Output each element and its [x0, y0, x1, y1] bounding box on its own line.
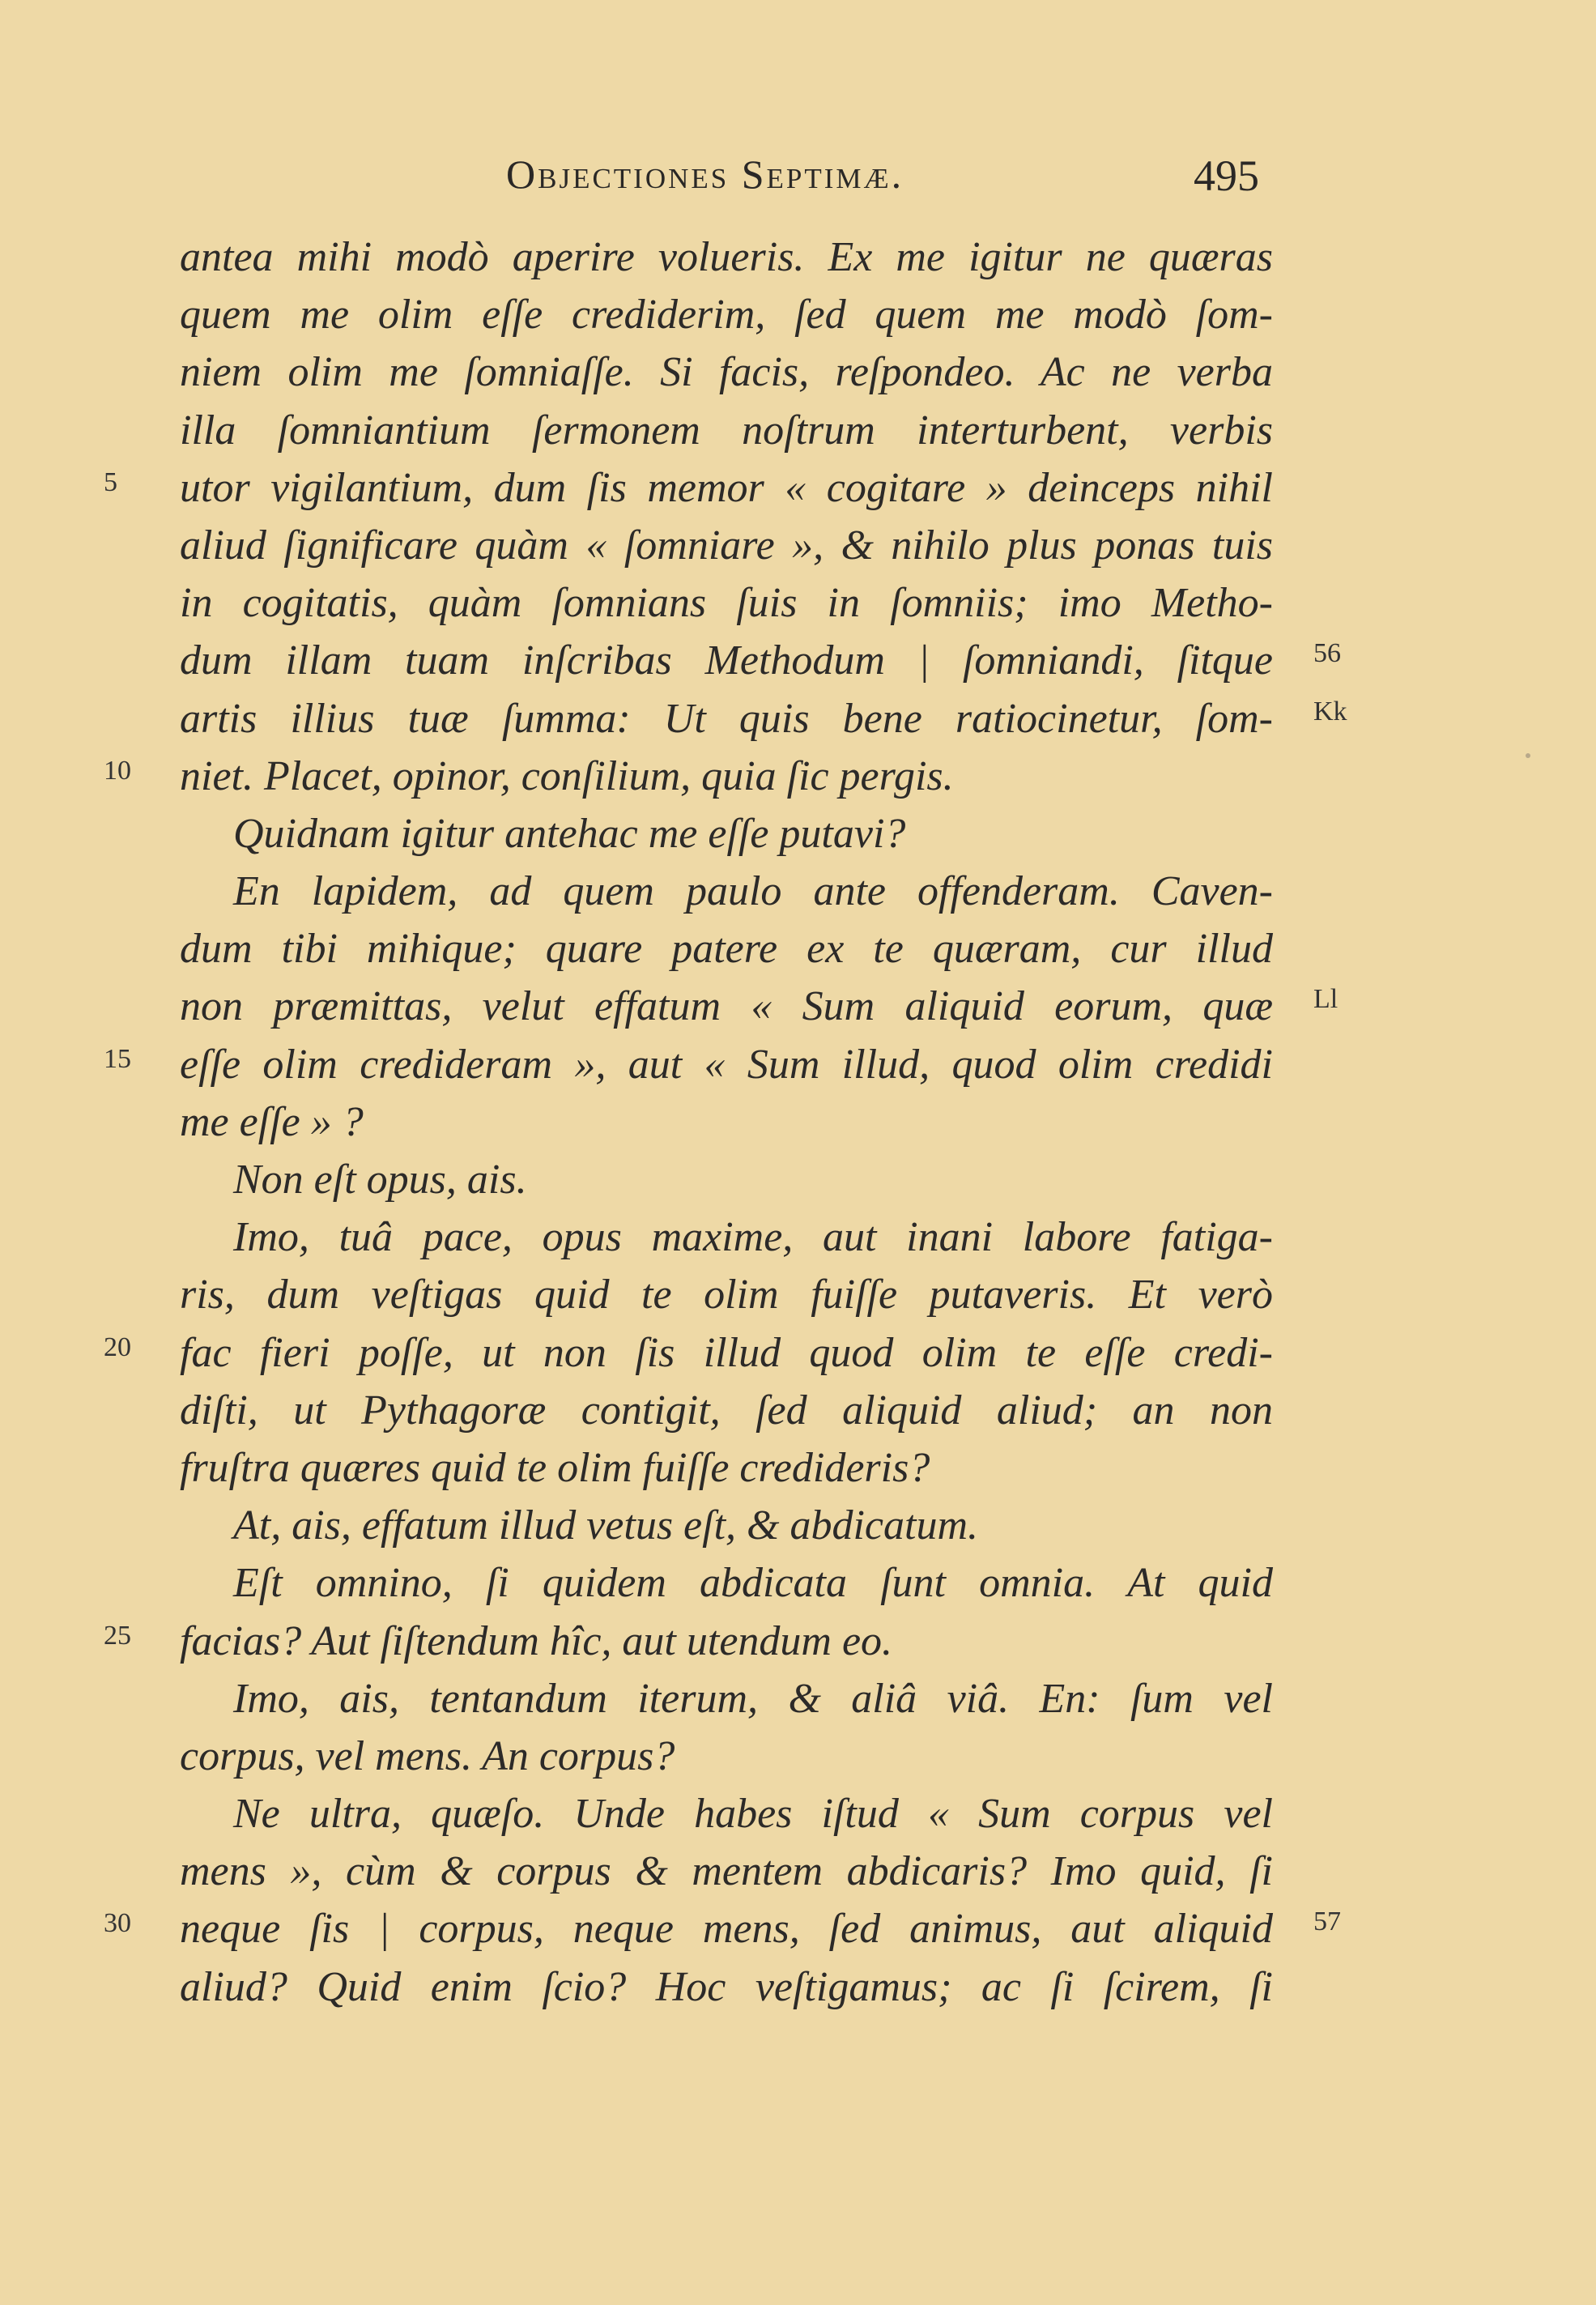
line-text: antea mihi modò aperire volueris. Ex me igitur ne quæras: [180, 234, 1273, 280]
line-number: 15: [104, 1043, 131, 1074]
line-text: diſti, ut Pythagoræ contigit, ſed aliquid aliud; an non: [180, 1387, 1273, 1434]
text-line: [0, 345, 1596, 403]
line-text: niet. Placet, opinor, conſilium, quia ſic pergis.: [180, 752, 954, 799]
line-text: niem olim me ſomniaſſe. Si facis, reſpondeo. Ac ne verba: [180, 349, 1273, 396]
line-text: quem me olim eſſe crediderim, ſed quem me modò ſom-: [180, 292, 1273, 339]
running-title: Objectiones Septimæ.: [506, 151, 904, 197]
text-line: [0, 403, 1596, 461]
running-head: [0, 151, 1596, 215]
text-block: [0, 230, 1596, 2017]
line-text: in cogitatis, quàm ſomnians ſuis in ſomniis; imo Metho-: [180, 580, 1273, 627]
text-line: [0, 1672, 1596, 1729]
line-text: Non eſt opus, ais.: [233, 1157, 527, 1203]
page-number: 495: [1194, 151, 1259, 200]
text-line: [0, 1787, 1596, 1844]
line-text: Eſt omnino, ſi quidem abdicata ſunt omnia. At quid: [233, 1560, 1273, 1607]
text-line: [0, 1210, 1596, 1268]
line-text: neque ſis | corpus, neque mens, ſed animus, aut aliquid: [180, 1906, 1273, 1953]
text-line: [0, 1268, 1596, 1325]
paper-speck: [1526, 753, 1530, 758]
text-line: [0, 288, 1596, 345]
text-line: [0, 633, 1596, 691]
text-line: [0, 1152, 1596, 1210]
text-line: [0, 461, 1596, 518]
text-line: [0, 1498, 1596, 1556]
line-number: 5: [104, 467, 117, 497]
text-line: [0, 1037, 1596, 1095]
line-text: artis illius tuæ ſumma: Ut quis bene ratiocinetur, ſom-: [180, 695, 1273, 742]
line-text: non præmittas, velut effatum « Sum aliquid eorum, quæ: [180, 983, 1273, 1030]
text-line: [0, 749, 1596, 807]
line-text: aliud? Quid enim ſcio? Hoc veſtigamus; ac ſi ſcirem, ſi: [180, 1963, 1273, 2010]
line-text: At, ais, effatum illud vetus eſt, & abdicatum.: [233, 1502, 979, 1549]
text-line: [0, 1614, 1596, 1672]
line-text: Imo, tuâ pace, opus maxime, aut inani labore fatiga-: [233, 1214, 1273, 1261]
line-text: me eſſe » ?: [180, 1098, 364, 1145]
text-line: [0, 518, 1596, 576]
line-text: Imo, ais, tentandum iterum, & aliâ viâ. En: ſum vel: [233, 1675, 1273, 1722]
text-line: [0, 230, 1596, 288]
text-line: [0, 1326, 1596, 1383]
line-text: Ne ultra, quæſo. Unde habes iſtud « Sum corpus vel: [233, 1791, 1273, 1838]
line-text: fac fieri poſſe, ut non ſis illud quod olim te eſſe credi-: [180, 1329, 1273, 1376]
line-text: corpus, vel mens. An corpus?: [180, 1732, 675, 1779]
margin-reference: Kk: [1313, 696, 1347, 726]
margin-reference: 56: [1313, 638, 1341, 669]
text-line: [0, 1844, 1596, 1902]
line-text: facias? Aut ſiſtendum hîc, aut utendum eo.: [180, 1617, 893, 1664]
text-line: [0, 692, 1596, 749]
text-line: [0, 1960, 1596, 2017]
line-text: En lapidem, ad quem paulo ante offenderam. Caven-: [233, 868, 1273, 915]
line-text: utor vigilantium, dum ſis memor « cogitare » deinceps nihil: [180, 464, 1273, 511]
margin-reference: 57: [1313, 1907, 1341, 1937]
line-text: aliud ſignificare quàm « ſomniare », & nihilo plus ponas tuis: [180, 522, 1273, 569]
line-text: dum illam tuam inſcribas Methodum | ſomniandi, ſitque: [180, 637, 1273, 684]
line-number: 20: [104, 1331, 131, 1362]
line-text: eſſe olim credideram », aut « Sum illud, quod olim credidi: [180, 1041, 1273, 1088]
text-line: [0, 864, 1596, 922]
text-line: [0, 1556, 1596, 1613]
text-line: [0, 922, 1596, 979]
line-text: mens », cùm & corpus & mentem abdicaris? Imo quid, ſi: [180, 1848, 1273, 1895]
line-number: 25: [104, 1620, 131, 1651]
line-number: 30: [104, 1908, 131, 1939]
text-line: [0, 807, 1596, 864]
line-text: dum tibi mihique; quare patere ex te quæram, cur illud: [180, 926, 1273, 973]
line-number: 10: [104, 755, 131, 786]
text-line: [0, 1095, 1596, 1152]
text-line: [0, 979, 1596, 1037]
text-line: [0, 1729, 1596, 1787]
line-text: illa ſomniantium ſermonem noſtrum interturbent, verbis: [180, 407, 1273, 454]
text-line: [0, 1383, 1596, 1441]
line-text: fruſtra quæres quid te olim fuiſſe credideris?: [180, 1444, 930, 1491]
line-text: ris, dum veſtigas quid te olim fuiſſe putaveris. Et verò: [180, 1272, 1273, 1319]
text-line: [0, 1441, 1596, 1498]
line-text: Quidnam igitur antehac me eſſe putavi?: [233, 810, 906, 857]
text-line: [0, 576, 1596, 633]
text-line: [0, 1902, 1596, 1959]
margin-reference: Ll: [1313, 984, 1339, 1015]
